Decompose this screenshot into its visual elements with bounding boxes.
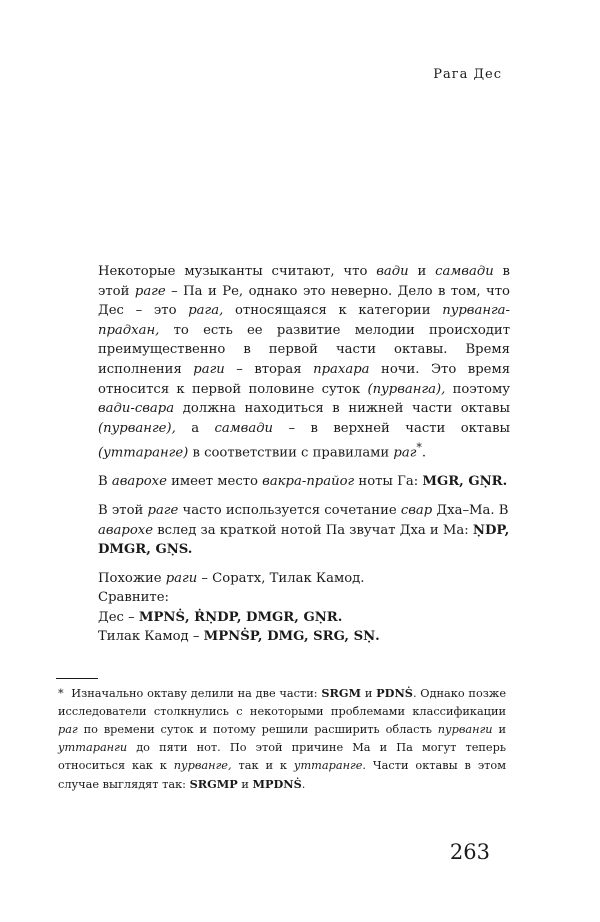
compare-tilak: Тилак Камод – MPNṠP, DMG, SRG, SṆ. xyxy=(98,629,380,645)
running-head: Рага Дес xyxy=(433,67,502,82)
paragraph-3: В этой раге часто используется сочетание свар Дха–Ма. В аварохе вслед за краткой нотой Па звучат Дха и Ма: ṆDP, DMGR, GṆS. xyxy=(98,502,510,558)
compare-label: Сравните: xyxy=(98,590,169,606)
page-number: 263 xyxy=(449,840,490,864)
similar-ragas: Похожие раги – Соратх, Тилак Камод. xyxy=(98,570,365,586)
paragraph-2: В аварохе имеет место вакра-прайог ноты Га: MGR, GṆR. xyxy=(98,474,508,490)
body-text xyxy=(98,262,510,647)
footnote: * Изначально октаву делили на две части: SRGM и PDNṠ. Однако позже исследователи столкнулись с некоторыми проблемами классификации раг по времени суток и потому решили расширить область пурванги и уттаранги до пяти нот. По этой причине Ма и Па могут теперь относиться как к пурванге, так и к уттаранге. Части октавы в этом случае выглядят так: SRGMP и MPDNṠ. xyxy=(58,686,507,792)
paragraph-1: Некоторые музыканты считают, что вади и самвади в этой раге – Па и Ре, однако это неверно. Дело в том, что Дес – это рага, относящаяся к категории пурванга-прадхан, то есть ее развитие мелодии происходит преимущественно в первой части октавы. Время исполнения раги – вторая прахара ночи. Это время относится к первой половине суток (пурванга), поэтому вади-свара должна находиться в нижней части октавы (пурванге), а самвади – в верхней части октавы (уттаранге) в соответствии с правилами раг*. xyxy=(98,264,511,461)
footnote-rule xyxy=(56,678,98,679)
compare-des: Дес – MPNṠ, ṘṆDP, DMGR, GṆR. xyxy=(98,609,343,625)
